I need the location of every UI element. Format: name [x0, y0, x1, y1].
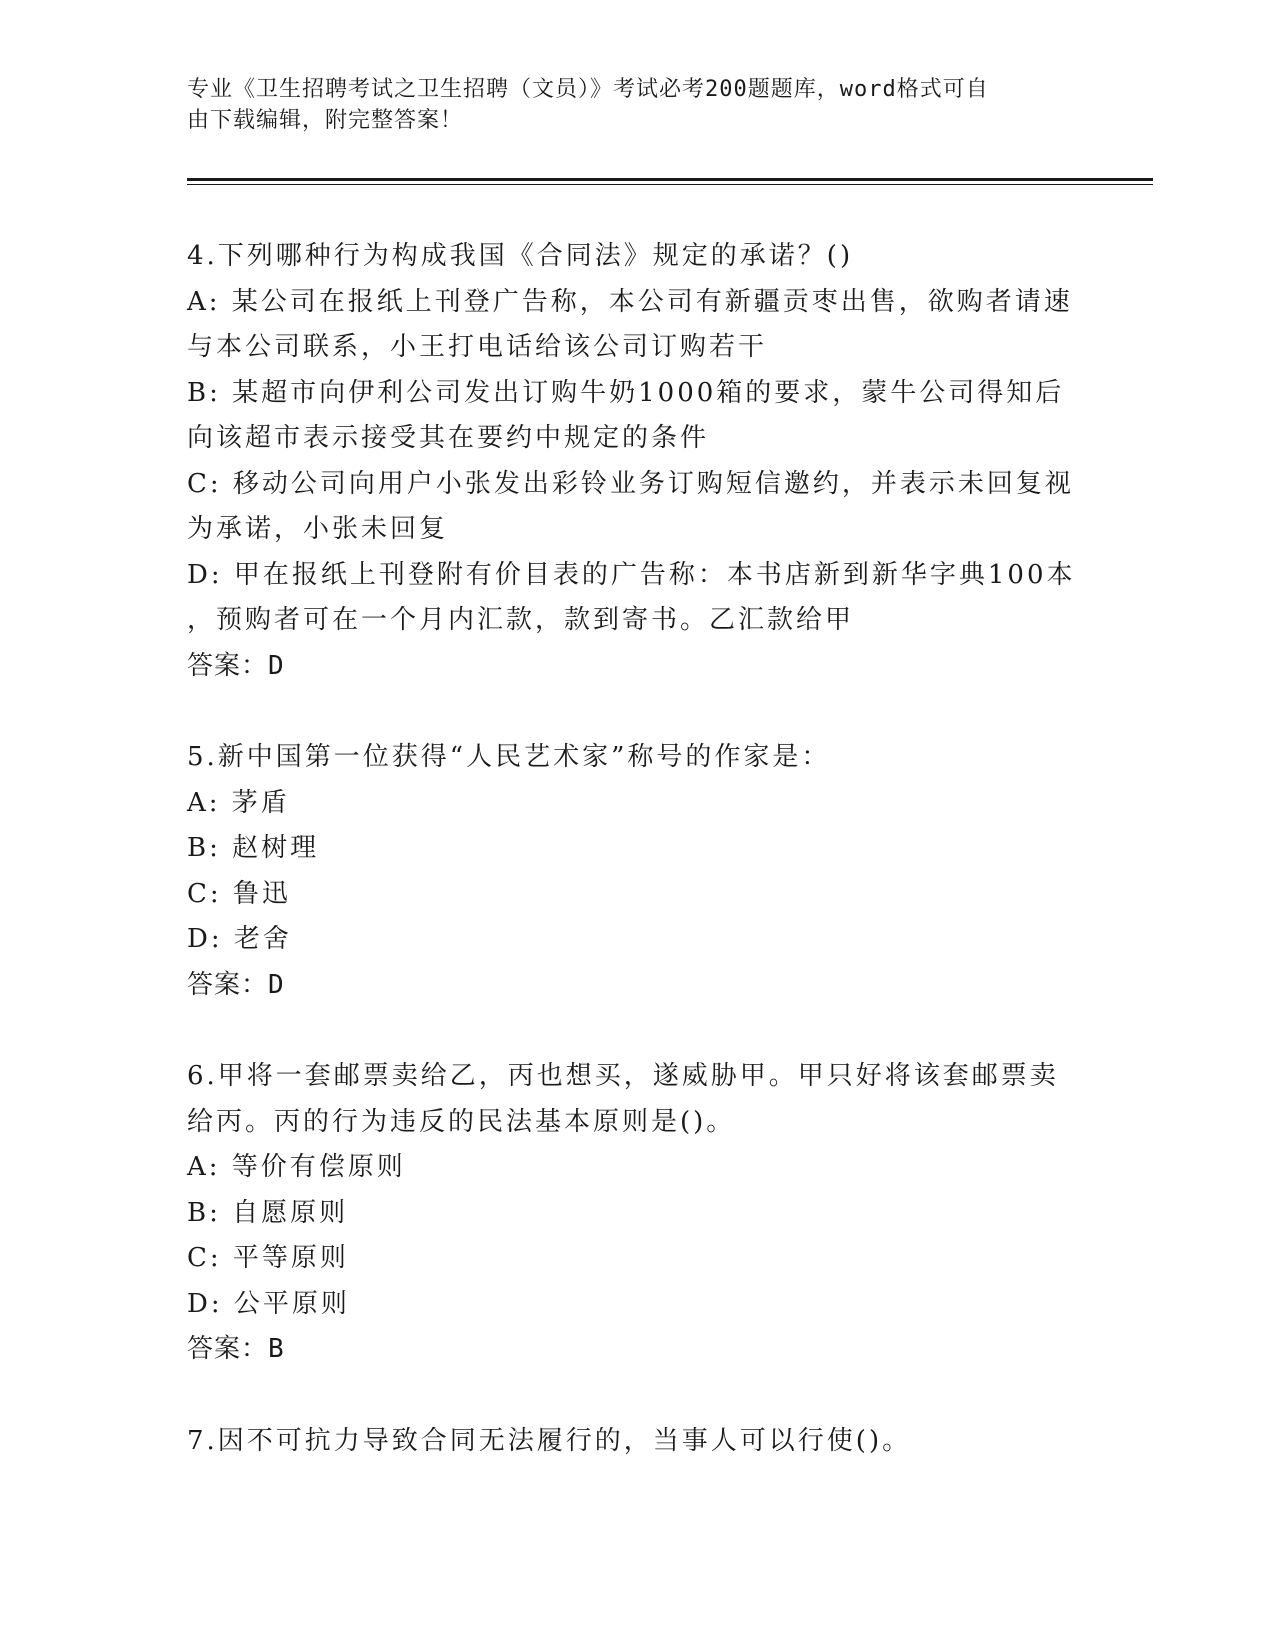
option-c-continued: 为承诺，小张未回复	[187, 514, 449, 544]
question-5	[187, 735, 1087, 1008]
question-title-continued: 给丙。丙的行为违反的民法基本原则是()。	[187, 1106, 736, 1137]
option-c: C: 鲁迅	[187, 878, 291, 909]
answer: 答案：D	[187, 650, 285, 681]
header-line-1: 专业《卫生招聘考试之卫生招聘（文员）》考试必考200题题库，word格式可自	[187, 77, 989, 102]
option-b: B: 某超市向伊利公司发出订购牛奶1000箱的要求，蒙牛公司得知后	[187, 377, 1065, 408]
question-4	[187, 234, 1087, 689]
option-d: D: 公平原则	[187, 1288, 350, 1319]
option-b: B: 赵树理	[187, 833, 320, 863]
document-header	[187, 74, 1067, 136]
header-divider-thick	[187, 178, 1153, 181]
question-7	[187, 1419, 1087, 1465]
option-c: C: 平等原则	[187, 1243, 349, 1273]
option-c: C: 移动公司向用户小张发出彩铃业务订购短信邀约，并表示未回复视	[187, 468, 1074, 499]
answer: 答案：B	[187, 1334, 285, 1364]
option-b-continued: 向该超市表示接受其在要约中规定的条件	[187, 423, 710, 453]
option-a: A: 某公司在报纸上刊登广告称，本公司有新疆贡枣出售，欲购者请速	[187, 286, 1073, 317]
option-d-continued: ，预购者可在一个月内汇款，款到寄书。乙汇款给甲	[187, 605, 855, 635]
question-title: 6.甲将一套邮票卖给乙，丙也想买，遂威胁甲。甲只好将该套邮票卖	[187, 1061, 1059, 1091]
question-title: 7.因不可抗力导致合同无法履行的，当事人可以行使()。	[187, 1425, 912, 1456]
question-list	[187, 234, 1087, 1510]
question-title: 5.新中国第一位获得“人民艺术家”称号的作家是：	[187, 742, 831, 772]
header-line-2: 由下载编辑，附完整答案！	[187, 108, 464, 133]
option-a-continued: 与本公司联系，小王打电话给该公司订购若干	[187, 332, 768, 362]
question-title: 4.下列哪种行为构成我国《合同法》规定的承诺？()	[187, 241, 854, 271]
option-a: A: 茅盾	[187, 787, 290, 818]
option-b: B: 自愿原则	[187, 1197, 349, 1228]
question-6	[187, 1054, 1087, 1373]
answer: 答案：D	[187, 969, 285, 1000]
option-a: A: 等价有偿原则	[187, 1152, 406, 1182]
header-divider-thin	[187, 184, 1153, 185]
option-d: D: 老舍	[187, 924, 292, 954]
option-d: D: 甲在报纸上刊登附有价目表的广告称：本书店新到新华字典100本	[187, 559, 1076, 590]
